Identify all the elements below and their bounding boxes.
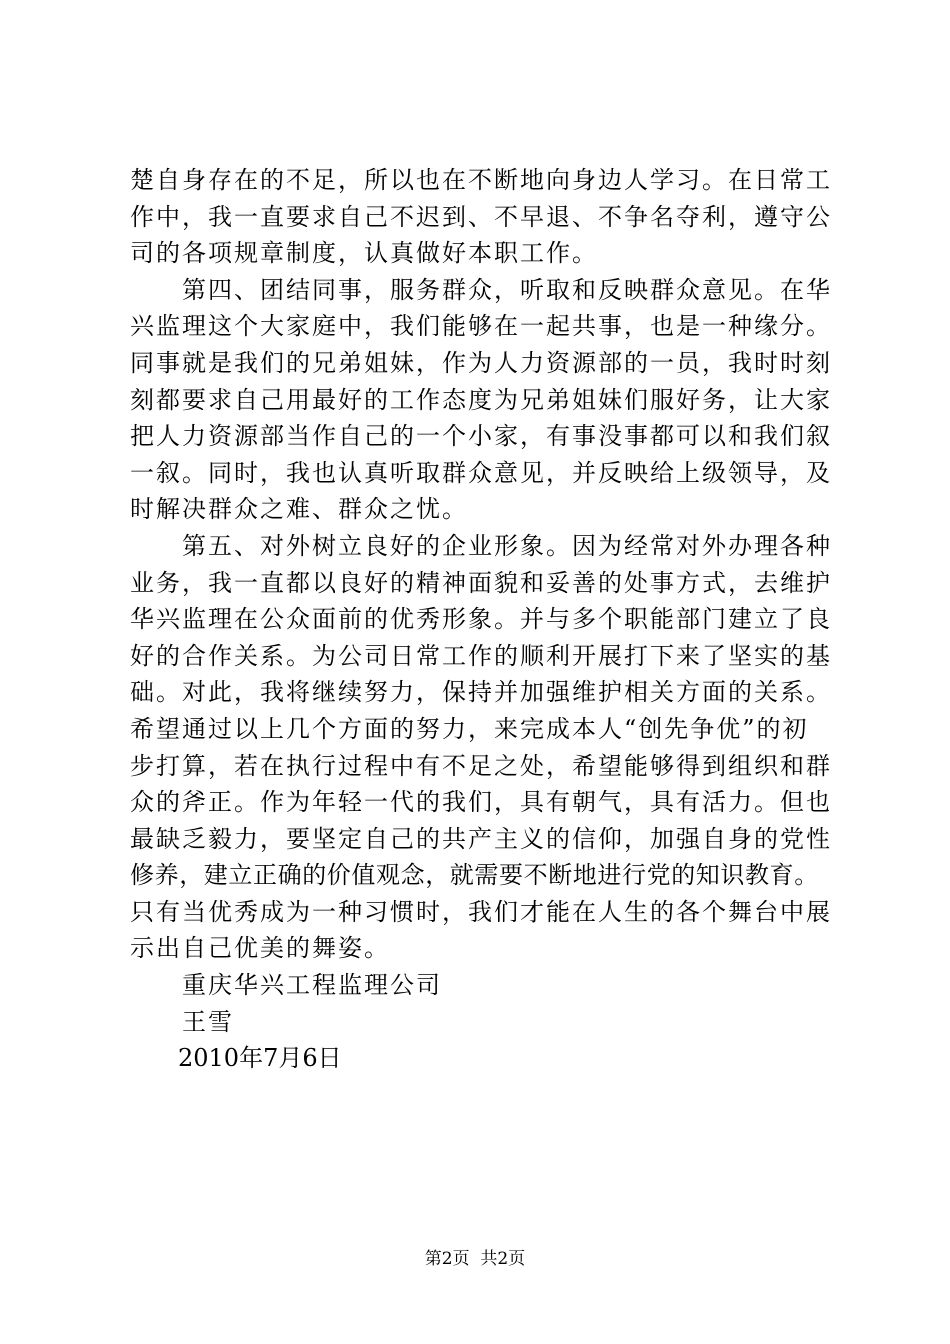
body-line: 把人力资源部当作自己的一个小家，有事没事都可以和我们叙 [130, 422, 832, 451]
body-line: 华兴监理在公众面前的优秀形象。并与多个职能部门建立了良 [130, 605, 832, 634]
body-line: 步打算，若在执行过程中有不足之处，希望能够得到组织和群 [130, 751, 832, 780]
body-line: 只有当优秀成为一种习惯时，我们才能在人生的各个舞台中展 [130, 897, 832, 926]
body-line: 作中，我一直要求自己不迟到、不早退、不争名夺利，遵守公 [130, 202, 832, 231]
signature-company: 重庆华兴工程监理公司 [130, 971, 442, 1000]
body-line: 刻都要求自己用最好的工作态度为兄弟姐妹们服好务，让大家 [130, 385, 832, 414]
body-line: 司的各项规章制度，认真做好本职工作。 [130, 239, 598, 268]
paragraph-five-start: 第五、对外树立良好的企业形象。因为经常对外办理各种 [130, 531, 832, 560]
body-line: 希望通过以上几个方面的努力，来完成本人“创先争优”的初 [130, 714, 809, 743]
body-line: 示出自己优美的舞姿。 [130, 934, 390, 963]
body-line: 业务，我一直都以良好的精神面貌和妥善的处事方式，去维护 [130, 568, 832, 597]
body-line: 众的斧正。作为年轻一代的我们，具有朝气，具有活力。但也 [130, 788, 832, 817]
signature-name: 王雪 [130, 1007, 234, 1036]
body-line: 好的合作关系。为公司日常工作的顺利开展打下来了坚实的基 [130, 641, 832, 670]
signature-date: 2010年7月6日 [130, 1044, 342, 1073]
page-footer: 第2页 共2页 [424, 1249, 526, 1269]
document-body [130, 162, 830, 1077]
body-line: 时解决群众之难、群众之忧。 [130, 495, 468, 524]
body-line: 一叙。同时，我也认真听取群众意见，并反映给上级领导，及 [130, 458, 832, 487]
body-line: 同事就是我们的兄弟姐妹，作为人力资源部的一员，我时时刻 [130, 348, 832, 377]
paragraph-four-start: 第四、团结同事，服务群众，听取和反映群众意见。在华 [130, 275, 832, 304]
body-line: 修养，建立正确的价值观念，就需要不断地进行党的知识教育。 [130, 861, 819, 890]
body-line: 最缺乏毅力，要坚定自己的共产主义的信仰，加强自身的党性 [130, 824, 832, 853]
body-line: 楚自身存在的不足，所以也在不断地向身边人学习。在日常工 [130, 166, 832, 194]
body-line: 兴监理这个大家庭中，我们能够在一起共事，也是一种缘分。 [130, 312, 832, 341]
body-line: 础。对此，我将继续努力，保持并加强维护相关方面的关系。 [130, 678, 832, 707]
